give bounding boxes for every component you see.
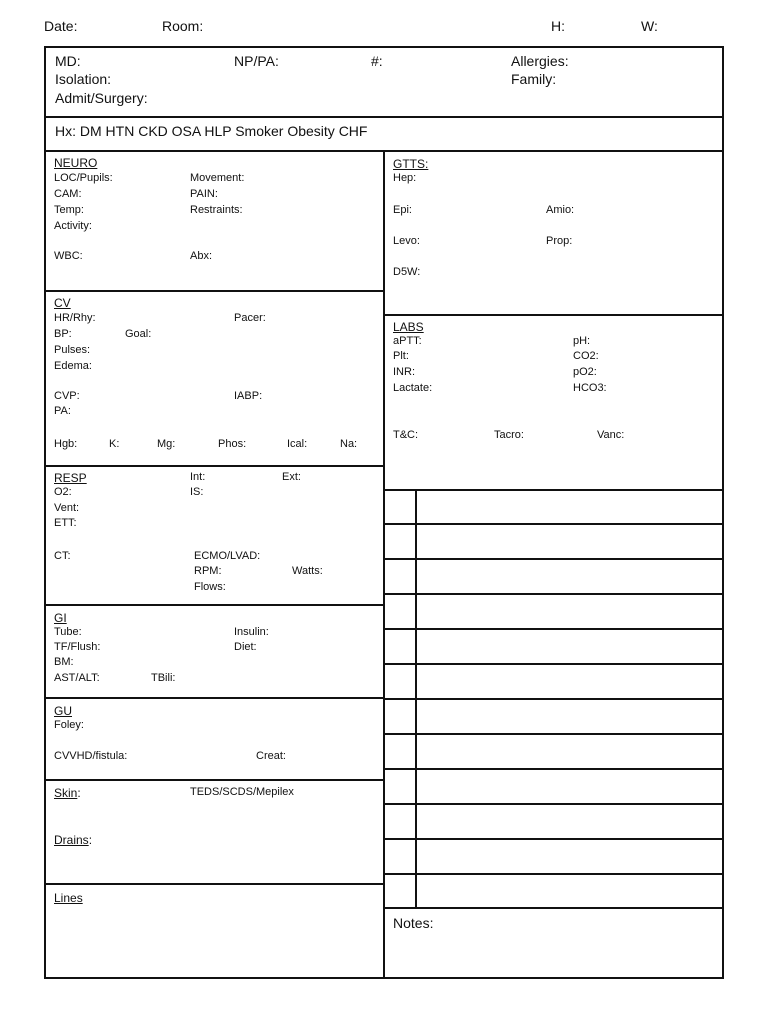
checklist-row-line xyxy=(383,593,724,595)
levo-label: Levo: xyxy=(393,235,420,247)
abx-label: Abx: xyxy=(190,250,213,262)
allergies-label: Allergies: xyxy=(511,53,569,69)
flows-label: Flows: xyxy=(194,581,226,593)
int-label: Int: xyxy=(190,471,206,483)
checklist-row-line xyxy=(383,523,724,525)
hep-label: Hep: xyxy=(393,172,417,184)
divider xyxy=(44,290,384,292)
tf-flush-label: TF/Flush: xyxy=(54,641,101,653)
family-label: Family: xyxy=(511,71,557,87)
ph-label: pH: xyxy=(573,335,591,347)
divider xyxy=(44,465,384,467)
np-pa-label: NP/PA: xyxy=(234,53,279,69)
rpm-label: RPM: xyxy=(194,565,222,577)
checklist-row-line xyxy=(383,803,724,805)
skin-title-text: Skin xyxy=(54,786,78,800)
ast-alt-label: AST/ALT: xyxy=(54,672,100,684)
height-label: H: xyxy=(551,18,565,34)
divider xyxy=(44,883,384,885)
vanc-label: Vanc: xyxy=(597,429,625,441)
skin-title-colon: : xyxy=(77,786,81,800)
insulin-label: Insulin: xyxy=(234,626,269,638)
column-divider xyxy=(383,150,385,979)
ical-label: Ical: xyxy=(287,438,308,450)
weight-label: W: xyxy=(641,18,658,34)
o2-label: O2: xyxy=(54,486,72,498)
d5w-label: D5W: xyxy=(393,266,421,278)
co2-label: CO2: xyxy=(573,350,599,362)
drains-title-colon: : xyxy=(88,833,93,847)
temp-label: Temp: xyxy=(54,204,84,216)
drains-title-text: Drains xyxy=(54,833,89,847)
aptt-label: aPTT: xyxy=(393,335,422,347)
watts-label: Watts: xyxy=(292,565,323,577)
prop-label: Prop: xyxy=(546,235,573,247)
ecmo-lvad-label: ECMO/LVAD: xyxy=(194,550,261,562)
hco3-label: HCO3: xyxy=(573,382,607,394)
hgb-label: Hgb: xyxy=(54,438,78,450)
bm-label: BM: xyxy=(54,656,74,668)
lines-title: Lines xyxy=(54,891,83,905)
checklist-row-line xyxy=(383,558,724,560)
checklist-row-line xyxy=(383,768,724,770)
creat-label: Creat: xyxy=(256,750,286,762)
restraints-label: Restraints: xyxy=(190,204,243,216)
checklist-row-line xyxy=(383,628,724,630)
date-label: Date: xyxy=(44,18,78,34)
ext-label: Ext: xyxy=(282,471,301,483)
diet-label: Diet: xyxy=(234,641,257,653)
checklist-row-line xyxy=(383,838,724,840)
bp-label: BP: xyxy=(54,328,72,340)
cvp-label: CVP: xyxy=(54,390,80,402)
divider xyxy=(383,314,724,316)
checklist-row-line xyxy=(383,663,724,665)
pacer-label: Pacer: xyxy=(234,312,266,324)
checklist-row-line xyxy=(383,907,724,909)
vent-label: Vent: xyxy=(54,502,80,514)
divider xyxy=(44,604,384,606)
edema-label: Edema: xyxy=(54,360,92,372)
checklist-row-line xyxy=(383,733,724,735)
tacro-label: Tacro: xyxy=(494,429,524,441)
type-and-cross-label: T&C: xyxy=(393,429,419,441)
phos-label: Phos: xyxy=(218,438,247,450)
gi-title: GI xyxy=(54,611,67,625)
amio-label: Amio: xyxy=(546,204,575,216)
labs-title: LABS xyxy=(393,320,424,334)
tbili-label: TBili: xyxy=(151,672,176,684)
k-label: K: xyxy=(109,438,120,450)
foley-label: Foley: xyxy=(54,719,84,731)
is-label: IS: xyxy=(190,486,204,498)
admit-surgery-label: Admit/Surgery: xyxy=(55,90,148,106)
mg-label: Mg: xyxy=(157,438,176,450)
activity-label: Activity: xyxy=(54,220,92,232)
room-label: Room: xyxy=(162,18,204,34)
pa-label: PA: xyxy=(54,405,71,417)
md-label: MD: xyxy=(55,53,81,69)
divider xyxy=(44,779,384,781)
cam-label: CAM: xyxy=(54,188,82,200)
iabp-label: IABP: xyxy=(234,390,263,402)
ct-label: CT: xyxy=(54,550,71,562)
hr-rhythm-label: HR/Rhy: xyxy=(54,312,96,324)
gtts-title: GTTS: xyxy=(393,157,429,171)
cv-title: CV xyxy=(54,296,71,310)
checklist-row-line xyxy=(383,698,724,700)
checklist-row-line xyxy=(383,873,724,875)
movement-label: Movement: xyxy=(190,172,245,184)
divider xyxy=(383,489,724,491)
skin-title xyxy=(54,787,81,799)
lactate-label: Lactate: xyxy=(393,382,433,394)
gu-title: GU xyxy=(54,704,72,718)
epi-label: Epi: xyxy=(393,204,412,216)
pain-label: PAIN: xyxy=(190,188,218,200)
drains-title xyxy=(54,834,92,846)
wbc-label: WBC: xyxy=(54,250,83,262)
teds-scds-mepilex-label: TEDS/SCDS/Mepilex xyxy=(190,786,294,798)
goal-label: Goal: xyxy=(125,328,152,340)
cvvhd-fistula-label: CVVHD/fistula: xyxy=(54,750,128,762)
neuro-title: NEURO xyxy=(54,156,98,170)
plt-label: Plt: xyxy=(393,350,409,362)
divider xyxy=(44,116,724,118)
ett-label: ETT: xyxy=(54,517,77,529)
isolation-label: Isolation: xyxy=(55,71,112,87)
pulses-label: Pulses: xyxy=(54,344,91,356)
divider xyxy=(44,697,384,699)
tube-label: Tube: xyxy=(54,626,82,638)
notes-label: Notes: xyxy=(393,915,434,931)
resp-title: RESP xyxy=(54,471,87,485)
loc-pupils-label: LOC/Pupils: xyxy=(54,172,113,184)
na-label: Na: xyxy=(340,438,358,450)
po2-label: pO2: xyxy=(573,366,597,378)
number-label: #: xyxy=(371,53,383,69)
history-line: Hx: DM HTN CKD OSA HLP Smoker Obesity CHF xyxy=(55,123,368,139)
inr-label: INR: xyxy=(393,366,415,378)
